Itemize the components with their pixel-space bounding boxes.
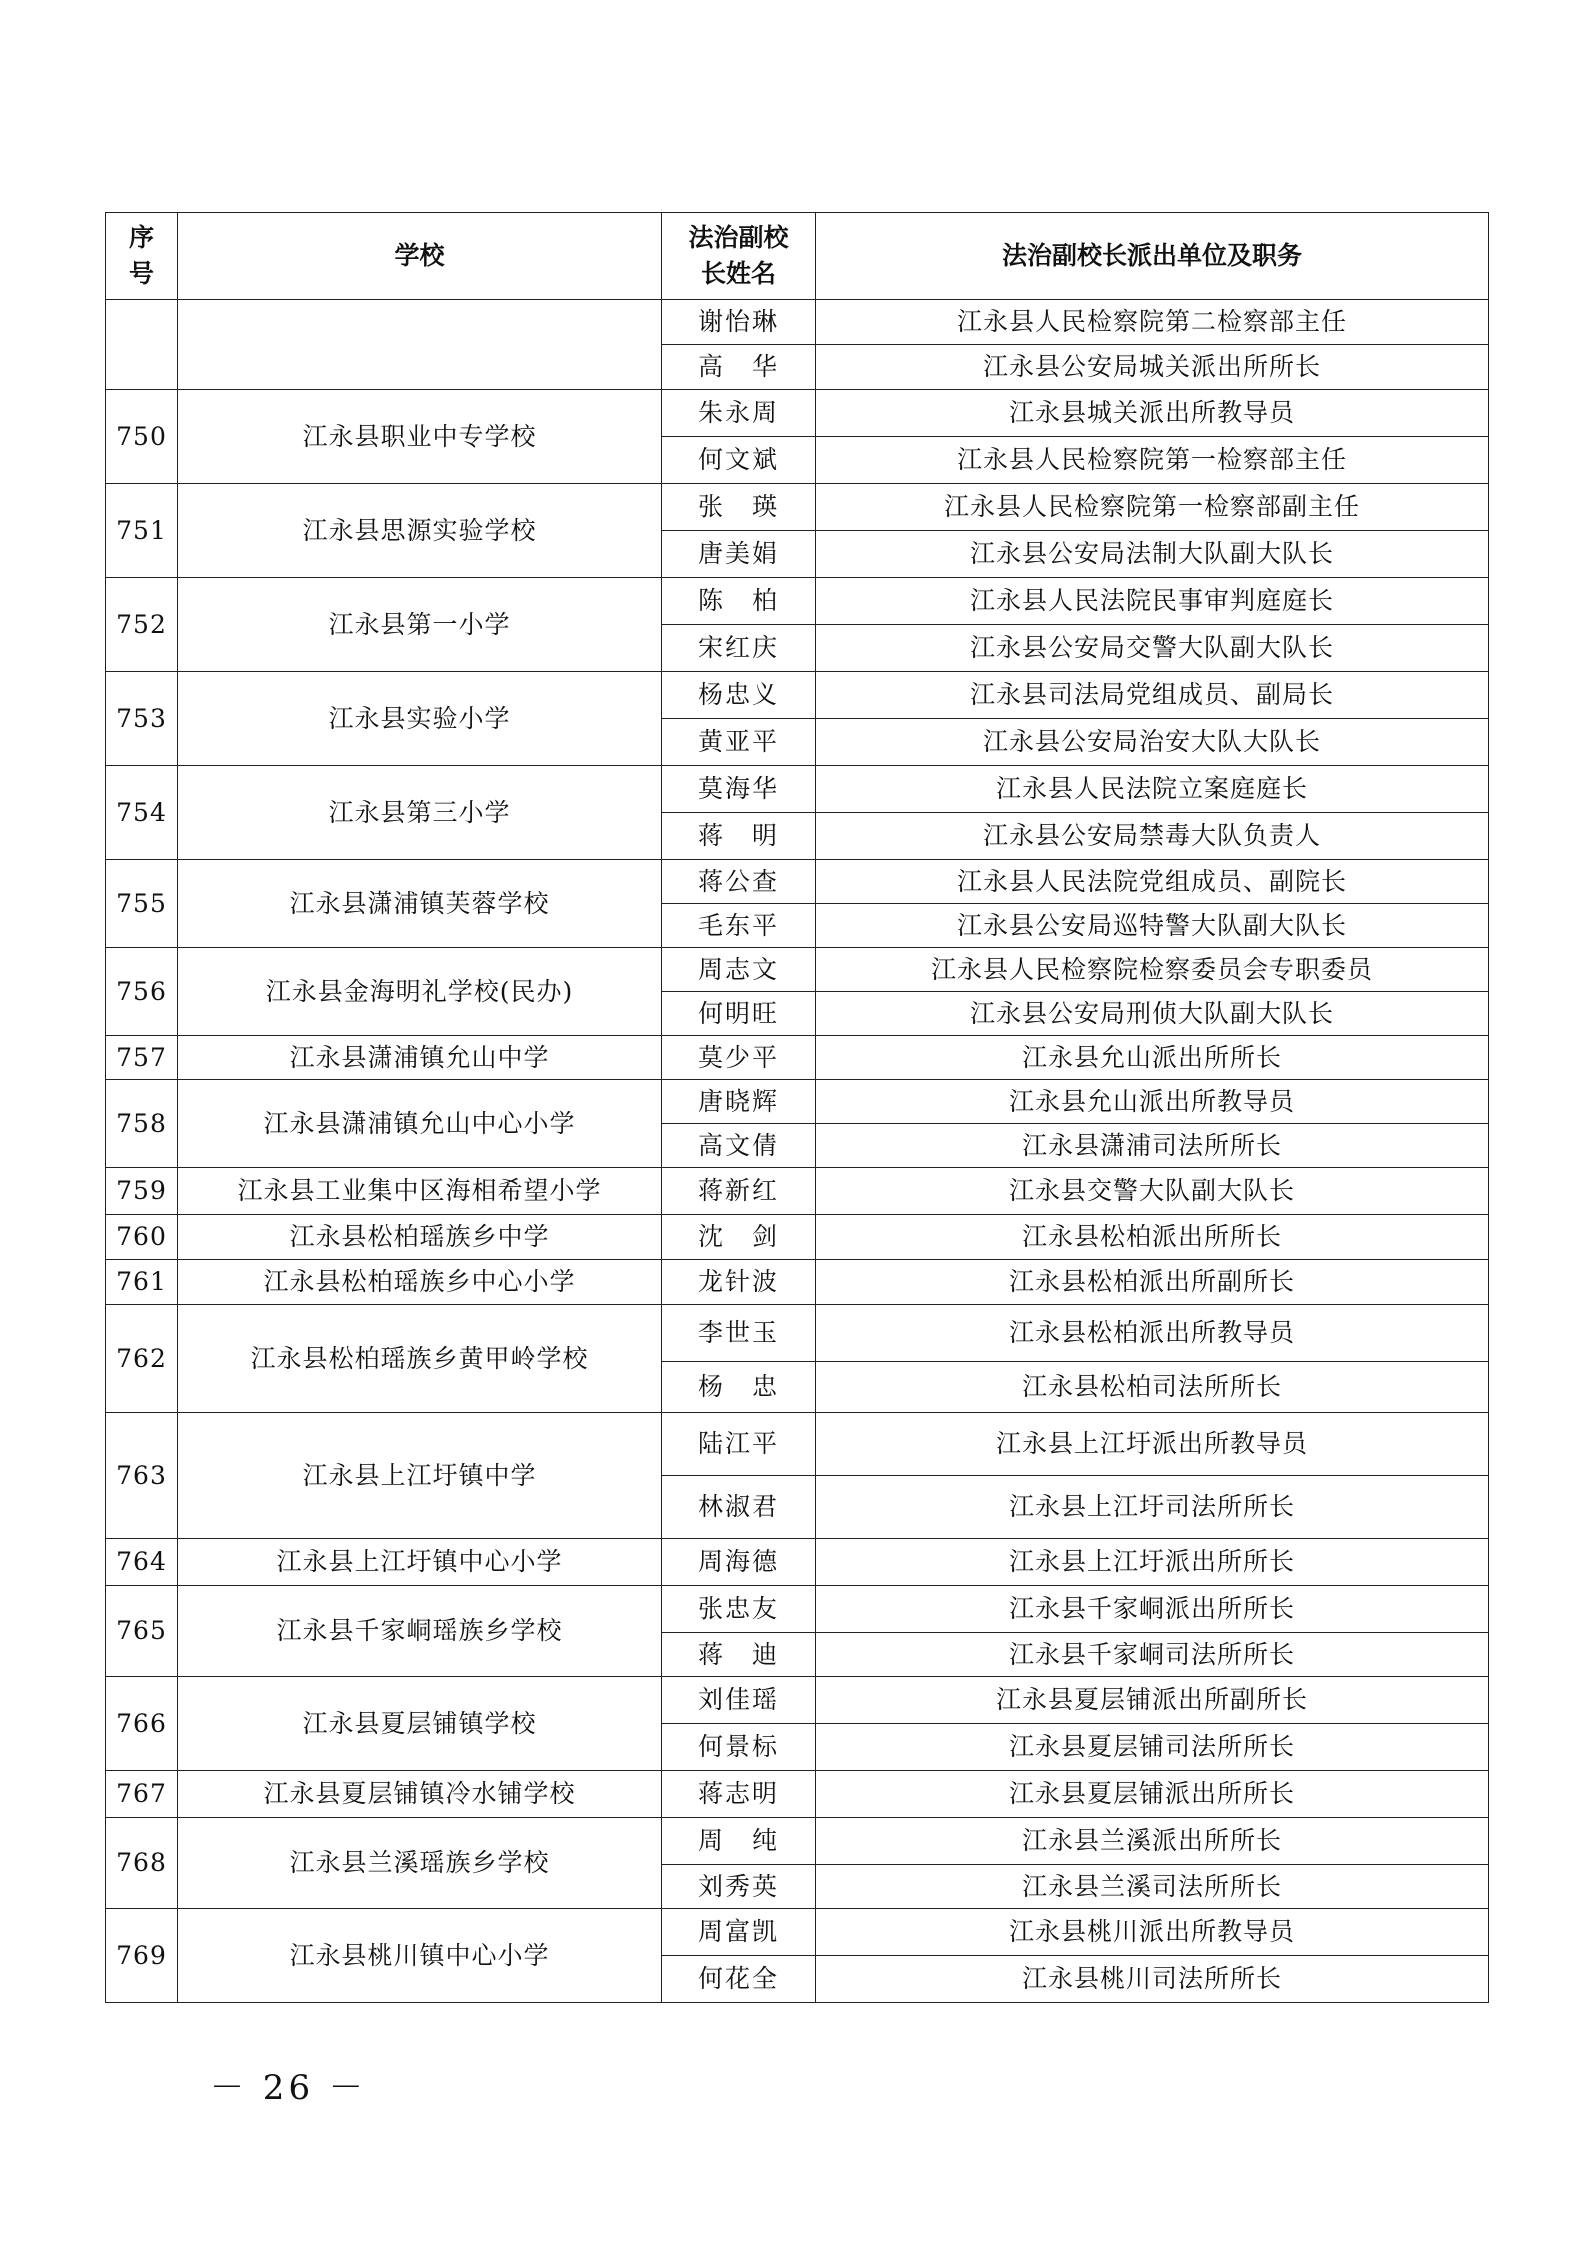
cell-school: 江永县金海明礼学校(民办): [178, 948, 662, 1036]
cell-seq: 764: [106, 1539, 178, 1586]
cell-seq: 757: [106, 1036, 178, 1080]
cell-unit-position: 江永县兰溪司法所所长: [816, 1865, 1489, 1909]
table-row: [106, 1539, 1489, 1586]
cell-seq: 760: [106, 1215, 178, 1260]
table-row: [106, 1215, 1489, 1260]
cell-principal-name: 唐美娟: [662, 531, 816, 578]
cell-principal-name: 高文倩: [662, 1124, 816, 1168]
cell-unit-position: 江永县人民检察院第二检察部主任: [816, 300, 1489, 345]
cell-school: 江永县工业集中区海相希望小学: [178, 1168, 662, 1215]
cell-school: 江永县上江圩镇中心小学: [178, 1539, 662, 1586]
table-row: [106, 1413, 1489, 1476]
cell-unit-position: 江永县公安局巡特警大队副大队长: [816, 904, 1489, 948]
cell-seq: 766: [106, 1677, 178, 1771]
cell-school: 江永县第三小学: [178, 766, 662, 860]
cell-unit-position: 江永县夏层铺司法所所长: [816, 1724, 1489, 1771]
cell-principal-name: 蒋公查: [662, 860, 816, 904]
cell-seq: 759: [106, 1168, 178, 1215]
table-row: [106, 300, 1489, 345]
cell-principal-name: 高 华: [662, 345, 816, 390]
cell-school: 江永县夏层铺镇学校: [178, 1677, 662, 1771]
cell-unit-position: 江永县公安局城关派出所所长: [816, 345, 1489, 390]
cell-unit-position: 江永县公安局治安大队大队长: [816, 719, 1489, 766]
cell-school: 江永县实验小学: [178, 672, 662, 766]
cell-principal-name: 蒋 迪: [662, 1633, 816, 1677]
cell-principal-name: 刘佳瑶: [662, 1677, 816, 1724]
cell-principal-name: 龙针波: [662, 1260, 816, 1305]
cell-seq: 765: [106, 1586, 178, 1677]
cell-unit-position: 江永县松柏司法所所长: [816, 1362, 1489, 1413]
table-body: [106, 300, 1489, 2003]
cell-unit-position: 江永县上江圩司法所所长: [816, 1476, 1489, 1539]
table-row: [106, 1260, 1489, 1305]
cell-unit-position: 江永县夏层铺派出所所长: [816, 1771, 1489, 1818]
table-row: [106, 1305, 1489, 1362]
cell-school: [178, 300, 662, 390]
cell-unit-position: 江永县千家峒司法所所长: [816, 1633, 1489, 1677]
cell-unit-position: 江永县人民检察院检察委员会专职委员: [816, 948, 1489, 992]
cell-unit-position: 江永县交警大队副大队长: [816, 1168, 1489, 1215]
cell-seq: 750: [106, 390, 178, 484]
cell-principal-name: 蒋 明: [662, 813, 816, 860]
cell-school: 江永县千家峒瑶族乡学校: [178, 1586, 662, 1677]
cell-school: 江永县松柏瑶族乡黄甲岭学校: [178, 1305, 662, 1413]
table-row: [106, 1080, 1489, 1124]
cell-unit-position: 江永县公安局交警大队副大队长: [816, 625, 1489, 672]
cell-school: 江永县松柏瑶族乡中心小学: [178, 1260, 662, 1305]
cell-principal-name: 蒋志明: [662, 1771, 816, 1818]
table-row: [106, 1677, 1489, 1724]
cell-principal-name: 莫海华: [662, 766, 816, 813]
cell-unit-position: 江永县上江圩派出所所长: [816, 1539, 1489, 1586]
cell-principal-name: 刘秀英: [662, 1865, 816, 1909]
cell-seq: 761: [106, 1260, 178, 1305]
cell-seq: 767: [106, 1771, 178, 1818]
cell-unit-position: 江永县桃川派出所教导员: [816, 1909, 1489, 1956]
cell-seq: 768: [106, 1818, 178, 1909]
header-school: 学校: [178, 213, 662, 300]
cell-principal-name: 何花全: [662, 1956, 816, 2003]
cell-unit-position: 江永县千家峒派出所所长: [816, 1586, 1489, 1633]
cell-principal-name: 黄亚平: [662, 719, 816, 766]
cell-principal-name: 林淑君: [662, 1476, 816, 1539]
cell-seq: 763: [106, 1413, 178, 1539]
table-row: [106, 860, 1489, 904]
cell-principal-name: 周志文: [662, 948, 816, 992]
cell-school: 江永县思源实验学校: [178, 484, 662, 578]
cell-seq: 751: [106, 484, 178, 578]
cell-seq: 762: [106, 1305, 178, 1413]
cell-unit-position: 江永县人民检察院第一检察部副主任: [816, 484, 1489, 531]
cell-principal-name: 蒋新红: [662, 1168, 816, 1215]
table-row: [106, 1036, 1489, 1080]
cell-principal-name: 张 瑛: [662, 484, 816, 531]
cell-school: 江永县上江圩镇中学: [178, 1413, 662, 1539]
cell-unit-position: 江永县松柏派出所所长: [816, 1215, 1489, 1260]
cell-seq: 754: [106, 766, 178, 860]
cell-school: 江永县第一小学: [178, 578, 662, 672]
cell-seq: 753: [106, 672, 178, 766]
cell-seq: 756: [106, 948, 178, 1036]
cell-unit-position: 江永县桃川司法所所长: [816, 1956, 1489, 2003]
cell-principal-name: 周富凯: [662, 1909, 816, 1956]
table-row: [106, 1909, 1489, 1956]
cell-school: 江永县夏层铺镇冷水铺学校: [178, 1771, 662, 1818]
cell-unit-position: 江永县松柏派出所副所长: [816, 1260, 1489, 1305]
header-name-line2: 长姓名: [700, 259, 776, 288]
cell-school: 江永县潇浦镇芙蓉学校: [178, 860, 662, 948]
cell-principal-name: 谢怡琳: [662, 300, 816, 345]
page-number: － 26 －: [210, 2068, 367, 2108]
table-row: [106, 578, 1489, 625]
header-unit-position: 法治副校长派出单位及职务: [816, 213, 1489, 300]
cell-principal-name: 莫少平: [662, 1036, 816, 1080]
table-row: [106, 390, 1489, 437]
header-seq: [106, 213, 178, 300]
principal-table: [105, 212, 1489, 2003]
cell-principal-name: 张忠友: [662, 1586, 816, 1633]
header-name-line1: 法治副校: [688, 222, 789, 252]
cell-principal-name: 周 纯: [662, 1818, 816, 1865]
cell-principal-name: 何景标: [662, 1724, 816, 1771]
cell-unit-position: 江永县司法局党组成员、副局长: [816, 672, 1489, 719]
cell-unit-position: 江永县允山派出所所长: [816, 1036, 1489, 1080]
cell-unit-position: 江永县允山派出所教导员: [816, 1080, 1489, 1124]
cell-principal-name: 宋红庆: [662, 625, 816, 672]
header-row: [106, 213, 1489, 300]
table-row: [106, 672, 1489, 719]
cell-school: 江永县桃川镇中心小学: [178, 1909, 662, 2003]
table-row: [106, 1168, 1489, 1215]
cell-principal-name: 杨忠义: [662, 672, 816, 719]
cell-school: 江永县潇浦镇允山中心小学: [178, 1080, 662, 1168]
cell-unit-position: 江永县上江圩派出所教导员: [816, 1413, 1489, 1476]
header-principal-name: [662, 213, 816, 300]
cell-principal-name: 周海德: [662, 1539, 816, 1586]
cell-principal-name: 何文斌: [662, 437, 816, 484]
cell-unit-position: 江永县人民法院民事审判庭庭长: [816, 578, 1489, 625]
table-row: [106, 766, 1489, 813]
cell-principal-name: 陆江平: [662, 1413, 816, 1476]
cell-seq: 769: [106, 1909, 178, 2003]
cell-unit-position: 江永县公安局禁毒大队负责人: [816, 813, 1489, 860]
cell-school: 江永县松柏瑶族乡中学: [178, 1215, 662, 1260]
table-row: [106, 948, 1489, 992]
cell-principal-name: 杨 忠: [662, 1362, 816, 1413]
cell-seq: 755: [106, 860, 178, 948]
cell-seq: [106, 300, 178, 390]
cell-school: 江永县潇浦镇允山中学: [178, 1036, 662, 1080]
table-row: [106, 484, 1489, 531]
cell-principal-name: 毛东平: [662, 904, 816, 948]
cell-unit-position: 江永县兰溪派出所所长: [816, 1818, 1489, 1865]
cell-unit-position: 江永县潇浦司法所所长: [816, 1124, 1489, 1168]
cell-principal-name: 李世玉: [662, 1305, 816, 1362]
cell-principal-name: 朱永周: [662, 390, 816, 437]
cell-principal-name: 陈 柏: [662, 578, 816, 625]
cell-principal-name: 何明旺: [662, 992, 816, 1036]
header-seq-text: 序号: [128, 222, 154, 288]
table-row: [106, 1818, 1489, 1865]
cell-unit-position: 江永县夏层铺派出所副所长: [816, 1677, 1489, 1724]
cell-school: 江永县兰溪瑶族乡学校: [178, 1818, 662, 1909]
cell-seq: 752: [106, 578, 178, 672]
cell-principal-name: 唐晓辉: [662, 1080, 816, 1124]
table-row: [106, 1586, 1489, 1633]
cell-unit-position: 江永县人民检察院第一检察部主任: [816, 437, 1489, 484]
cell-school: 江永县职业中专学校: [178, 390, 662, 484]
cell-principal-name: 沈 剑: [662, 1215, 816, 1260]
table-row: [106, 1771, 1489, 1818]
cell-unit-position: 江永县城关派出所教导员: [816, 390, 1489, 437]
cell-unit-position: 江永县公安局法制大队副大队长: [816, 531, 1489, 578]
cell-unit-position: 江永县人民法院立案庭庭长: [816, 766, 1489, 813]
cell-unit-position: 江永县公安局刑侦大队副大队长: [816, 992, 1489, 1036]
cell-unit-position: 江永县人民法院党组成员、副院长: [816, 860, 1489, 904]
cell-seq: 758: [106, 1080, 178, 1168]
cell-unit-position: 江永县松柏派出所教导员: [816, 1305, 1489, 1362]
